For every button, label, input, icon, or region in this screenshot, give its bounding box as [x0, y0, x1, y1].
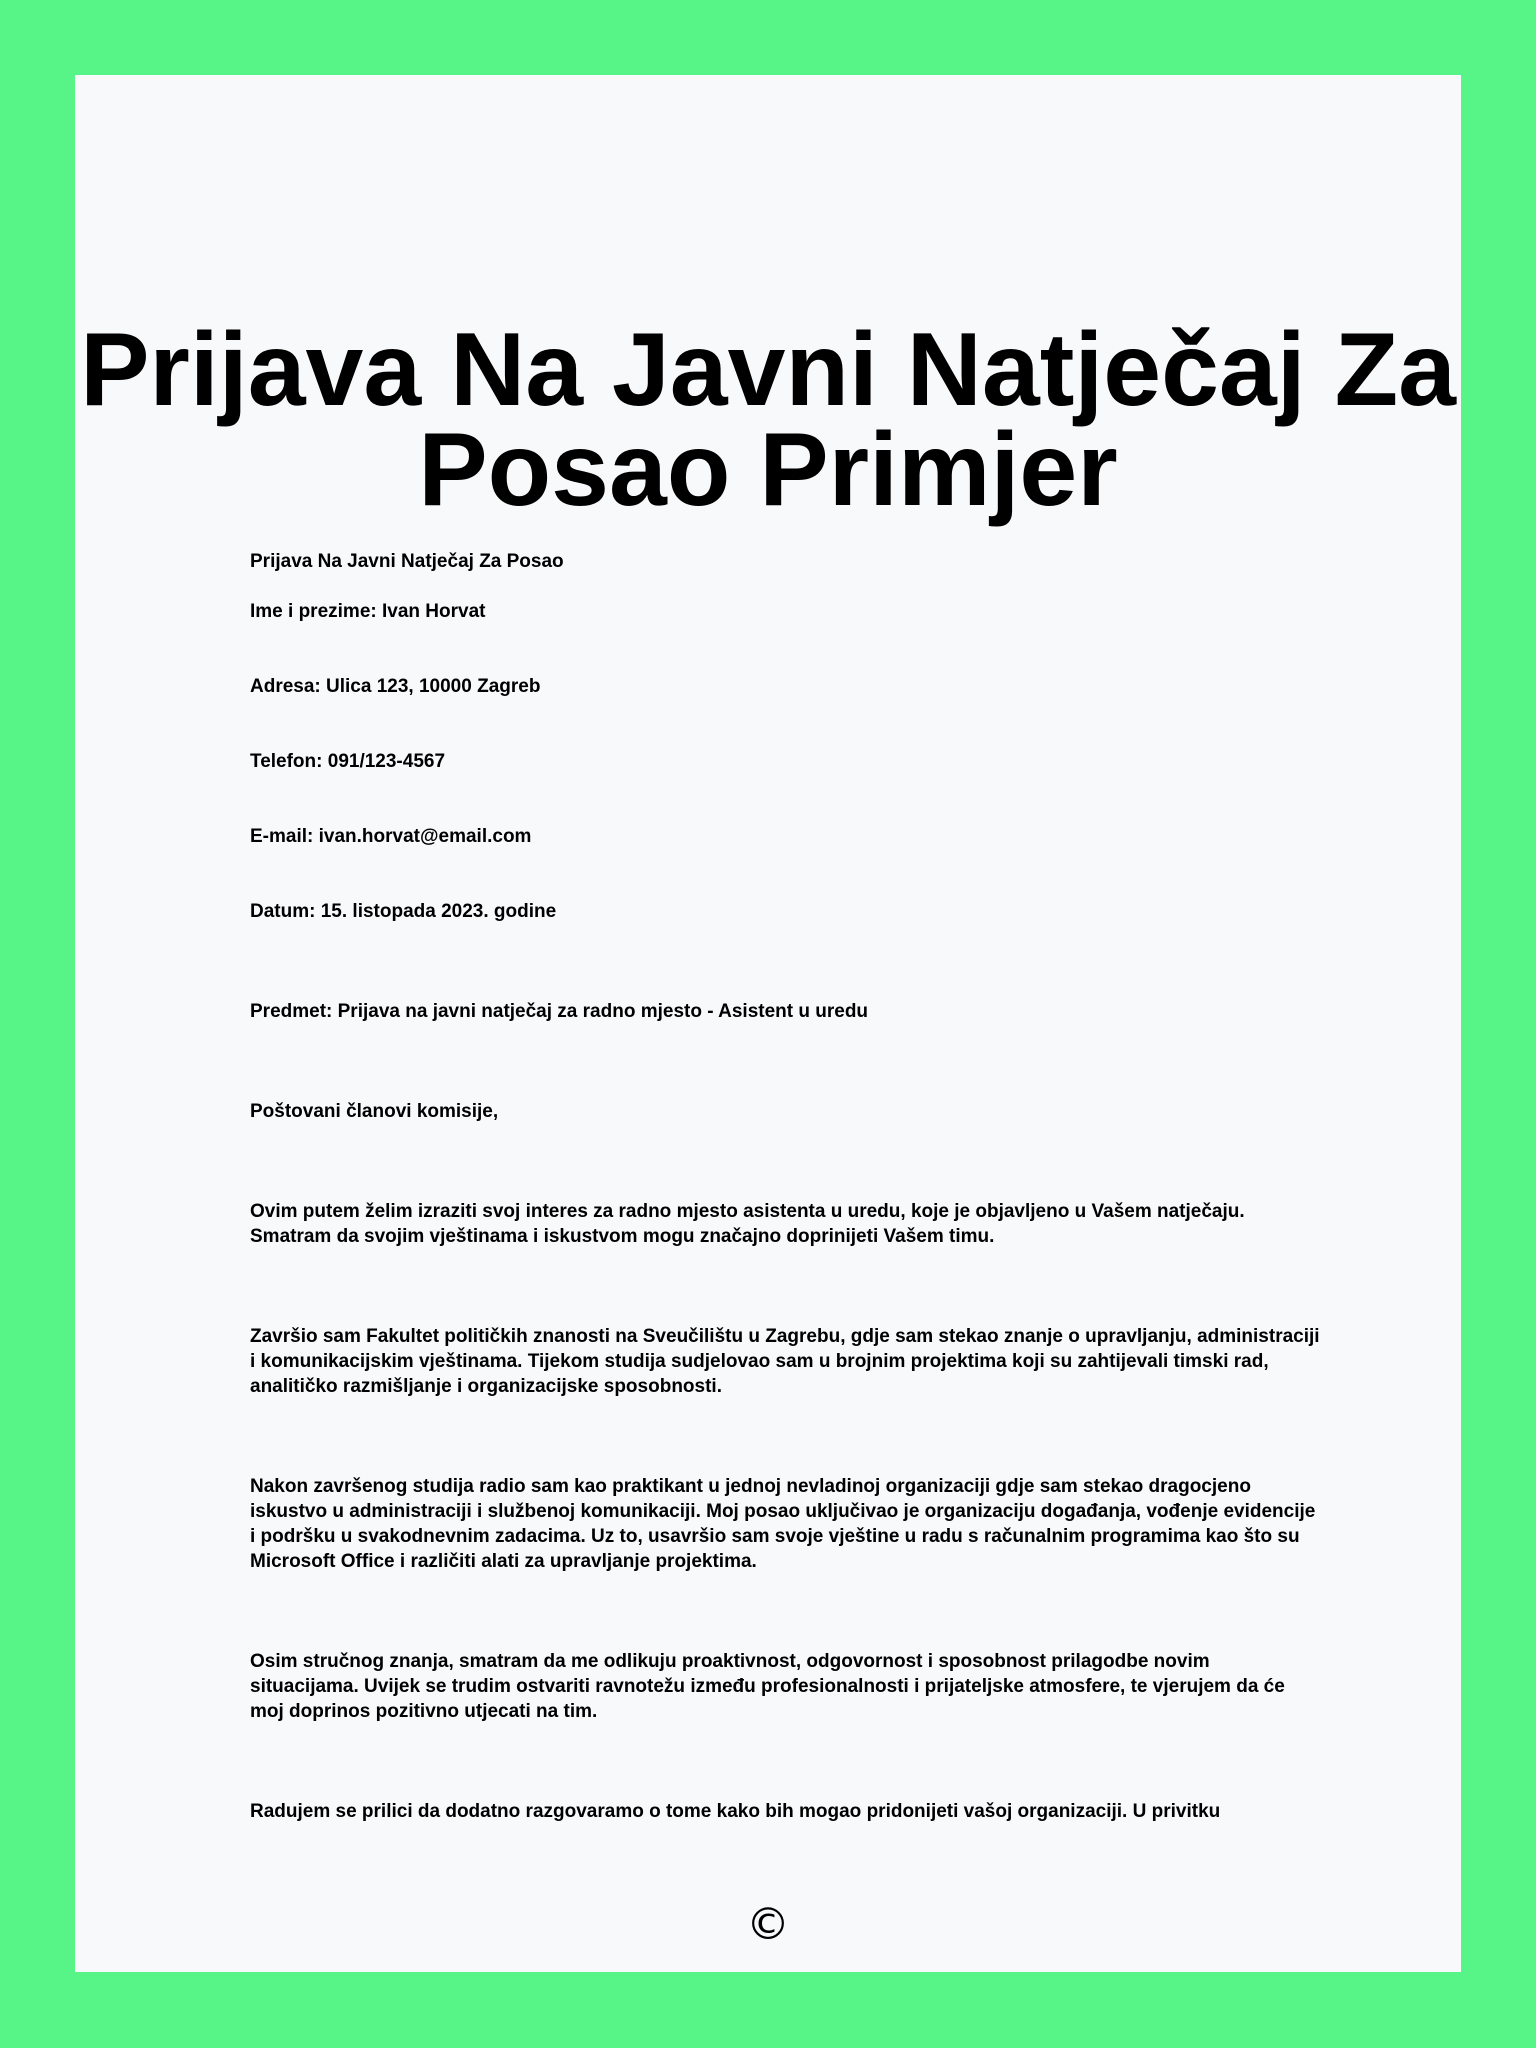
date-line: Datum: 15. listopada 2023. godine — [250, 901, 557, 922]
letter-heading: Prijava Na Javni Natječaj Za Posao — [250, 551, 564, 572]
address-line: Adresa: Ulica 123, 10000 Zagreb — [250, 676, 541, 697]
paragraph-experience: Nakon završenog studija radio sam kao praktikant u jednoj nevladinoj organizaciji gdje sam stekao dragocjeno iskustvo u administraciji i službenoj komunikaciji. Moj posao uključivao je organizaciju događanja, vođenje evidencije i podršku u svakodnevnim zadacima. Uz to, usavršio sam svoje vještine u radu s računalnim programima kao što su Microsoft Office i različiti alati za upravljanje projektima. — [250, 1476, 1316, 1572]
salutation: Poštovani članovi komisije, — [250, 1101, 499, 1122]
email-line: E-mail: ivan.horvat@email.com — [250, 826, 532, 847]
phone-line: Telefon: 091/123-4567 — [250, 751, 446, 772]
paragraph-qualities: Osim stručnog znanja, smatram da me odlikuju proaktivnost, odgovornost i sposobnost prilagodbe novim situacijama. Uvijek se trudim ostvariti ravnotežu između profesionalnosti i prijateljske atmosfere, te vjerujem da će moj doprinos pozitivno utjecati na tim. — [250, 1651, 1285, 1722]
paragraph-interest: Ovim putem želim izraziti svoj interes za radno mjesto asistenta u uredu, koje je objavljeno u Vašem natječaju. Smatram da svojim vještinama i iskustvom mogu značajno doprinijeti Vašem timu. — [250, 1201, 1245, 1247]
page-title: Prijava Na Javni Natječaj Za Posao Primjer — [80, 312, 1456, 528]
paragraph-closing: Radujem se prilici da dodatno razgovaramo o tome kako bih mogao pridonijeti vašoj organizaciji. U privitku — [250, 1801, 1221, 1822]
paragraph-education: Završio sam Fakultet političkih znanosti na Sveučilištu u Zagrebu, gdje sam stekao znanje o upravljanju, administraciji i komunikacijskim vještinama. Tijekom studija sudjelovao sam u brojnim projektima koji su zahtijevali timski rad, analitičko razmišljanje i organizacijske sposobnosti. — [250, 1326, 1320, 1397]
document-page — [75, 75, 1461, 1972]
name-line: Ime i prezime: Ivan Horvat — [250, 601, 486, 622]
subject-line: Predmet: Prijava na javni natječaj za radno mjesto - Asistent u uredu — [250, 1001, 869, 1022]
copyright-icon: © — [746, 1899, 790, 1950]
